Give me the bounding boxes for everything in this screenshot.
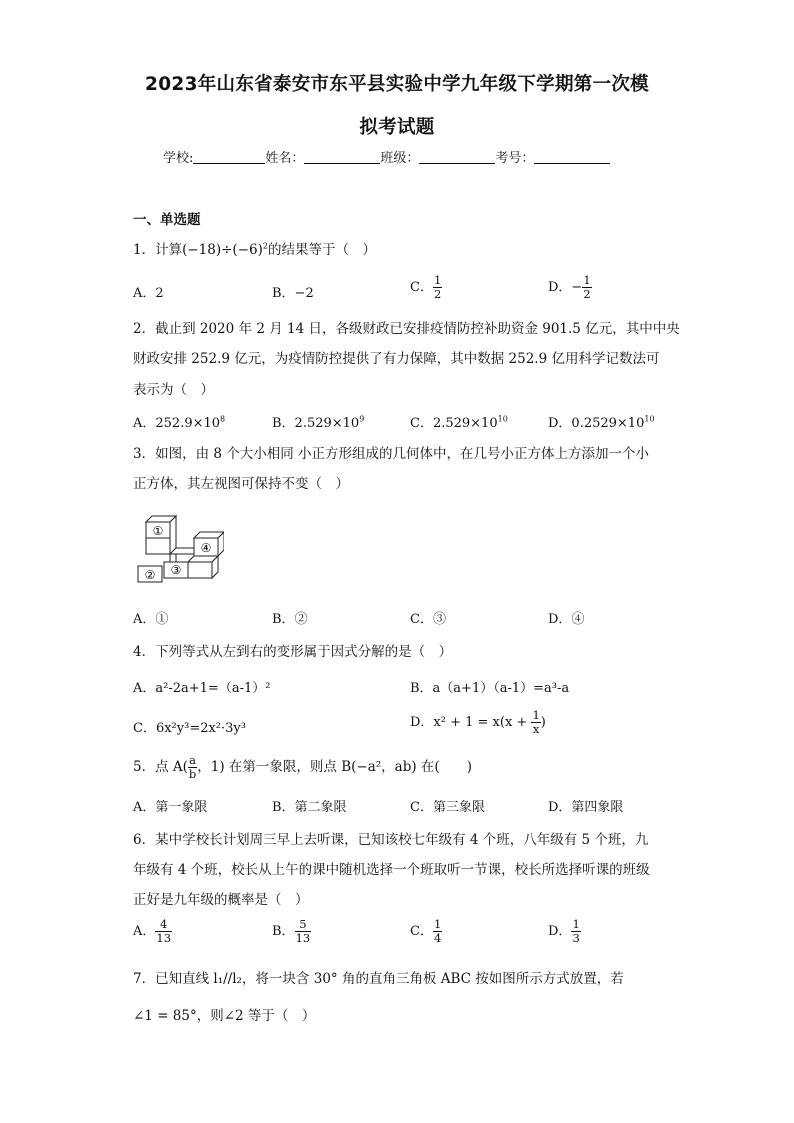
school-blank[interactable] bbox=[193, 151, 265, 164]
number-blank[interactable] bbox=[534, 151, 610, 164]
number-label: 考号： bbox=[495, 151, 535, 166]
q1-option-d[interactable] bbox=[548, 274, 592, 301]
name-label: 姓名： bbox=[265, 151, 305, 166]
q3-line1: 3．如图，由 8 个大小相同 小正方形组成的几何体中，在几号小正方体上方添加一个小 bbox=[133, 446, 650, 462]
q4-option-d[interactable]: D．x² + 1 = x(x + $\frac{1}{x}$ ) bbox=[410, 708, 546, 736]
q1-exp: 2 bbox=[262, 241, 268, 251]
q5-option-b[interactable]: B．第二象限 bbox=[272, 800, 347, 815]
q5-stem: 5．点 A( $\frac{a}{b}$ ，1) 在第一象限，则点 B(−a²，ab) 在( ) bbox=[133, 753, 472, 781]
school-label: 学校: bbox=[163, 151, 194, 166]
q6-line3: 正好是九年级的概率是（ ） bbox=[133, 892, 309, 908]
q6-line1: 6．某中学校长计划周三早上去听课，已知该校七年级有 4 个班，八年级有 5 个班，九 bbox=[133, 832, 649, 848]
q3-option-a[interactable]: A．① bbox=[133, 612, 169, 627]
q2-line1: 2．截止到 2020 年 2 月 14 日，各级财政已安排疫情防控补助资金 901.5 亿元，其中中央 bbox=[133, 321, 680, 337]
q6-d-fraction: $\frac{1}{3}$ bbox=[572, 917, 580, 945]
q6-option-b[interactable]: B． $\frac{5}{13}$ bbox=[272, 917, 311, 945]
q2-line2: 财政安排 252.9 亿元，为疫情防控提供了有力保障，其中数据 252.9 亿用科学记数法可 bbox=[133, 351, 660, 367]
q3-option-d[interactable]: D．④ bbox=[548, 612, 585, 627]
figure-label-1: ① bbox=[152, 524, 164, 538]
q1-stem-pre: 1．计算 bbox=[133, 242, 183, 258]
q6-option-a[interactable]: A． $\frac{4}{13}$ bbox=[133, 917, 172, 945]
figure-label-3: ③ bbox=[170, 563, 182, 577]
q7-line1: 7．已知直线 l₁//l₂，将一块含 30° 角的直角三角板 ABC 按如图所示方式放置，若 bbox=[133, 971, 624, 987]
q4-d-fraction: $\frac{1}{x}$ bbox=[532, 708, 540, 736]
q6-line2: 年级有 4 个班，校长从上午的课中随机选择一个班取听一节课，校长所选择听课的班级 bbox=[133, 862, 650, 878]
q3-line2: 正方体，其左视图可保持不变（ ） bbox=[133, 476, 349, 492]
q2-line3: 表示为（ ） bbox=[133, 382, 214, 398]
section-heading: 一、单选题 bbox=[133, 212, 201, 228]
student-info-line bbox=[163, 147, 610, 166]
q2-option-a[interactable]: A．$252.9\times 10^8$ bbox=[133, 414, 226, 431]
q7-line2: ∠1 = 85°，则∠2 等于（ ） bbox=[133, 1008, 316, 1024]
q4-option-a[interactable]: A．a²-2a+1=（a-1）² bbox=[133, 681, 271, 696]
exam-title-line2: 拟考试题 bbox=[359, 117, 435, 138]
q5-option-a[interactable]: A．第一象限 bbox=[133, 800, 208, 815]
q1-c-fraction: $\frac{1}{2}$ bbox=[433, 273, 442, 301]
q6-c-fraction: $\frac{1}{4}$ bbox=[433, 917, 442, 945]
class-blank[interactable] bbox=[419, 151, 495, 164]
q1-stem bbox=[133, 238, 376, 258]
q4-option-c[interactable]: C．6x²y³=2x²·3y³ bbox=[133, 721, 246, 736]
cube-figure bbox=[134, 508, 224, 588]
q2-option-c[interactable]: C．$2.529\times 10^{10}$ bbox=[410, 414, 508, 431]
q6-option-d[interactable]: D． $\frac{1}{3}$ bbox=[548, 917, 580, 945]
q4-option-b[interactable]: B．a（a+1）（a-1）=a³-a bbox=[410, 681, 570, 696]
q6-b-fraction: $\frac{5}{13}$ bbox=[295, 917, 311, 945]
figure-label-4: ④ bbox=[200, 541, 212, 555]
cube-mid bbox=[146, 538, 170, 554]
q1-d-label: D．− bbox=[548, 280, 583, 295]
q6-a-fraction: $\frac{4}{13}$ bbox=[156, 917, 172, 945]
q2-option-b[interactable]: B．$2.529\times 10^9$ bbox=[272, 414, 365, 431]
q1-stem-post: 的结果等于（ ） bbox=[267, 242, 376, 258]
class-label: 班级： bbox=[380, 151, 420, 166]
q1-option-a[interactable]: A．2 bbox=[133, 286, 164, 301]
q2-option-d[interactable]: D．$0.2529\times 10^{10}$ bbox=[548, 414, 655, 431]
q1-c-label: C． bbox=[410, 280, 433, 295]
name-blank[interactable] bbox=[304, 151, 380, 164]
q3-option-b[interactable]: B．② bbox=[272, 612, 308, 627]
q5-fraction: $\frac{a}{b}$ bbox=[188, 753, 197, 781]
q6-option-c[interactable]: C． $\frac{1}{4}$ bbox=[410, 917, 442, 945]
exam-title-line1: 2023年山东省泰安市东平县实验中学九年级下学期第一次模 bbox=[145, 74, 649, 95]
q1-option-b[interactable]: B．−2 bbox=[272, 286, 314, 301]
q5-option-c[interactable]: C．第三象限 bbox=[410, 800, 485, 815]
q5-option-d[interactable]: D．第四象限 bbox=[548, 800, 624, 815]
q1-option-c[interactable] bbox=[410, 274, 442, 301]
q1-d-fraction: $\frac{1}{2}$ bbox=[583, 273, 591, 301]
q1-expr: (−18)÷(−6) bbox=[182, 242, 263, 258]
q3-option-c[interactable]: C．③ bbox=[410, 612, 446, 627]
figure-label-2: ② bbox=[144, 568, 156, 582]
q4-stem: 4．下列等式从左到右的变形属于因式分解的是（ ） bbox=[133, 644, 453, 660]
